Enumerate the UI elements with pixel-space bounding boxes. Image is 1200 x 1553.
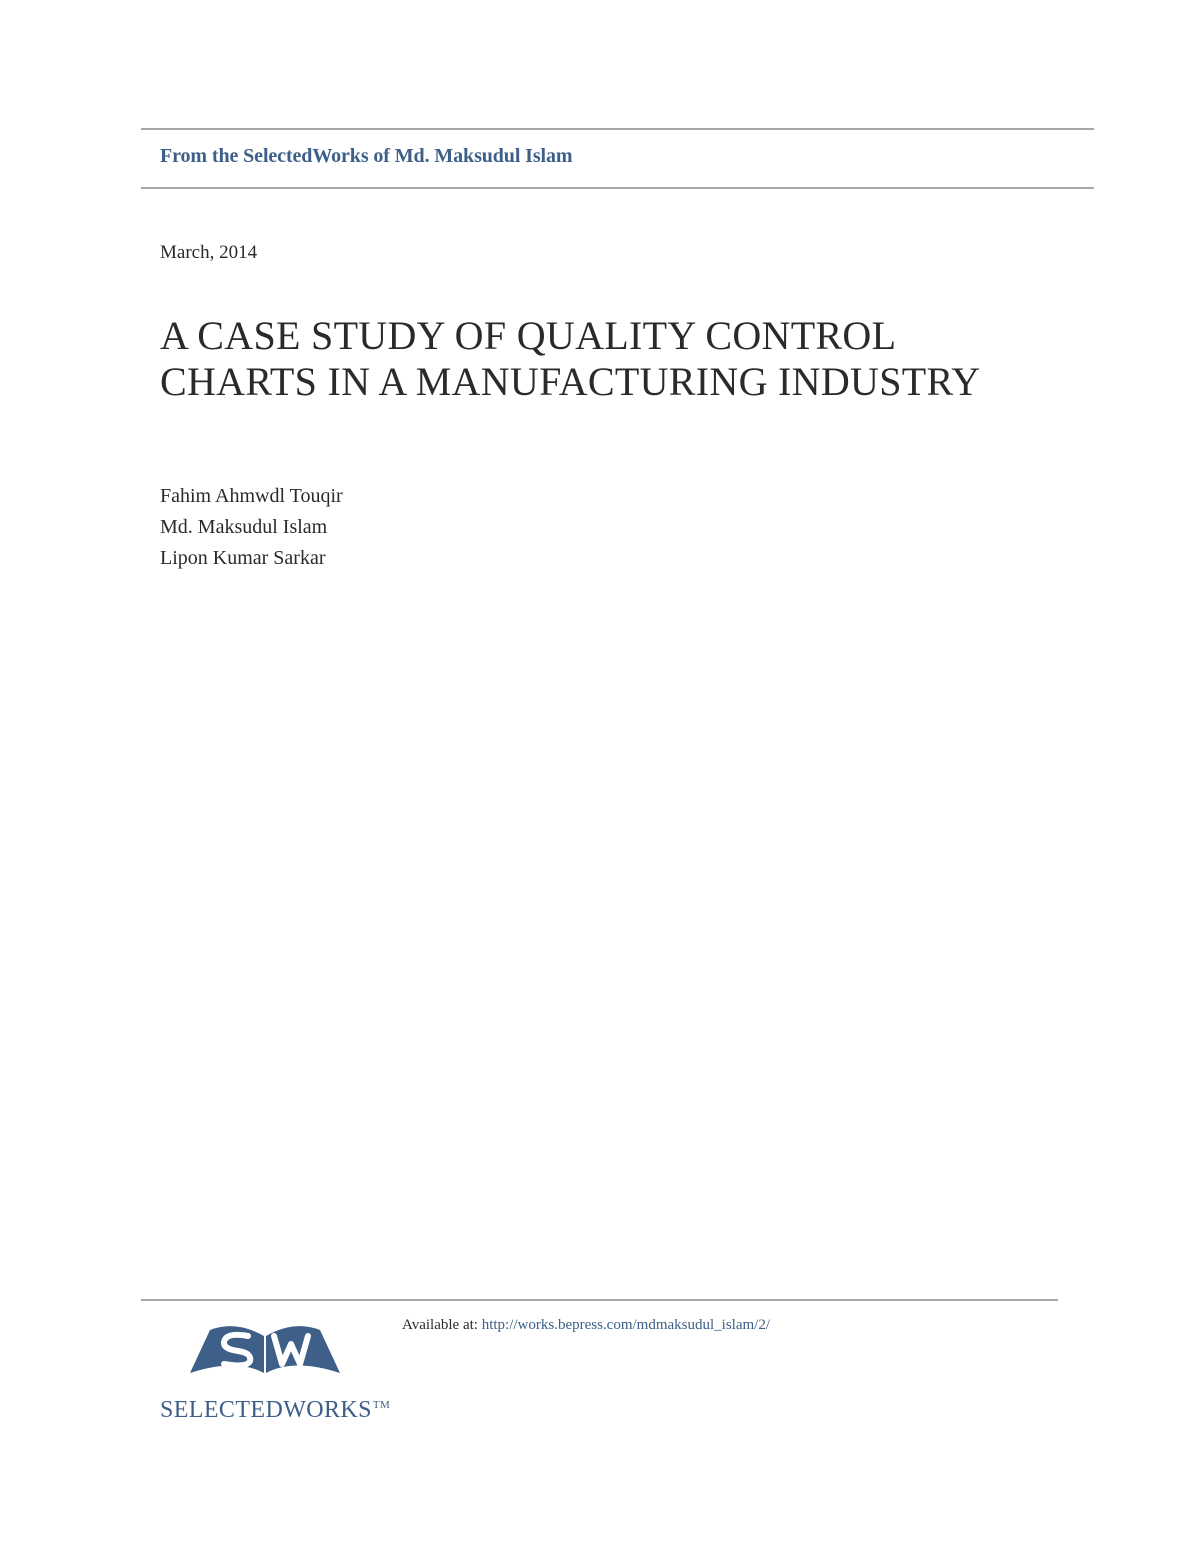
- availability-line: [402, 1317, 770, 1334]
- paper-url-link[interactable]: http://works.bepress.com/mdmaksudul_islam/2/: [481, 1317, 770, 1333]
- brand-name: SELECTEDWORKS: [160, 1397, 372, 1423]
- brand-wordmark: [160, 1397, 390, 1424]
- paper-title: A CASE STUDY OF QUALITY CONTROL CHARTS IN A MANUFACTURING INDUSTRY: [160, 313, 981, 404]
- author-name: Lipon Kumar Sarkar: [160, 547, 326, 569]
- source-line: From the SelectedWorks of Md. Maksudul Islam: [160, 145, 573, 167]
- publication-date: March, 2014: [160, 242, 258, 263]
- author-name: Fahim Ahmwdl Touqir: [160, 485, 343, 507]
- selectedworks-book-logo-icon: [188, 1316, 342, 1374]
- available-label: Available at:: [402, 1317, 478, 1333]
- header-top-divider: [141, 128, 1094, 130]
- trademark-symbol: TM: [372, 1399, 391, 1411]
- header-bottom-divider: [141, 187, 1094, 189]
- author-list: [160, 481, 343, 574]
- author-name: Md. Maksudul Islam: [160, 516, 328, 538]
- footer-divider: [141, 1299, 1058, 1301]
